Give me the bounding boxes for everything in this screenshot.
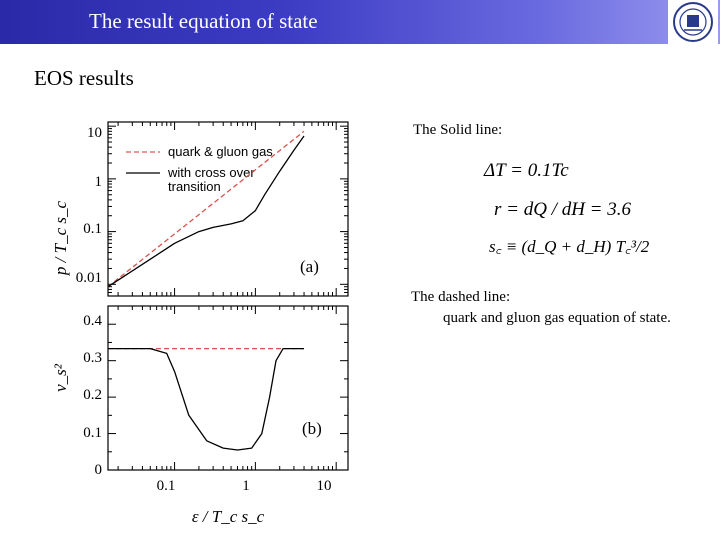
section-heading: EOS results bbox=[34, 66, 134, 90]
y-tick-b: 0.3 bbox=[83, 350, 102, 366]
y-tick-b: 0.1 bbox=[83, 425, 102, 441]
panel-b-frame bbox=[108, 306, 348, 470]
x-tick: 1 bbox=[242, 478, 250, 494]
legend-label: quark & gluon gas bbox=[168, 144, 273, 159]
y-tick-a: 1 bbox=[94, 174, 102, 190]
y-axis-label-a: p / T_c s_c bbox=[51, 200, 70, 276]
panel-tag-b: (b) bbox=[302, 419, 322, 438]
solid-series-line-panel-b bbox=[108, 349, 304, 450]
y-tick-b: 0 bbox=[94, 462, 102, 478]
solid-line-label: The Solid line: bbox=[413, 122, 503, 138]
y-tick-a: 0.01 bbox=[75, 270, 102, 286]
dashed-line-description: quark and gluon gas equation of state. bbox=[443, 310, 671, 326]
x-tick: 10 bbox=[316, 478, 332, 494]
y-tick-a: 10 bbox=[87, 125, 102, 141]
y-tick-b: 0.2 bbox=[83, 387, 102, 403]
legend-label: with cross over bbox=[168, 165, 255, 180]
equation-r: r = dQ / dH = 3.6 bbox=[494, 199, 632, 220]
y-tick-a: 0.1 bbox=[83, 221, 102, 237]
eos-figure bbox=[50, 110, 360, 535]
dashed-line-label: The dashed line: bbox=[411, 289, 511, 305]
equation-sc: s꜀ ≡ (d_Q + d_H) T꜀³/2 bbox=[489, 237, 650, 256]
x-tick: 0.1 bbox=[156, 478, 176, 494]
x-axis-label: ε / T_c s_c bbox=[191, 507, 265, 526]
legend-label: transition bbox=[168, 179, 221, 194]
y-axis-label-b: v_s² bbox=[51, 364, 70, 392]
university-seal-icon bbox=[668, 0, 718, 44]
slide-title: The result equation of state bbox=[89, 9, 318, 33]
y-tick-b: 0.4 bbox=[83, 313, 102, 329]
title-bar bbox=[0, 0, 720, 44]
equation-delta-t: ΔT = 0.1Tc bbox=[484, 160, 569, 181]
panel-tag-a: (a) bbox=[300, 257, 319, 276]
figure-svg bbox=[50, 110, 360, 530]
